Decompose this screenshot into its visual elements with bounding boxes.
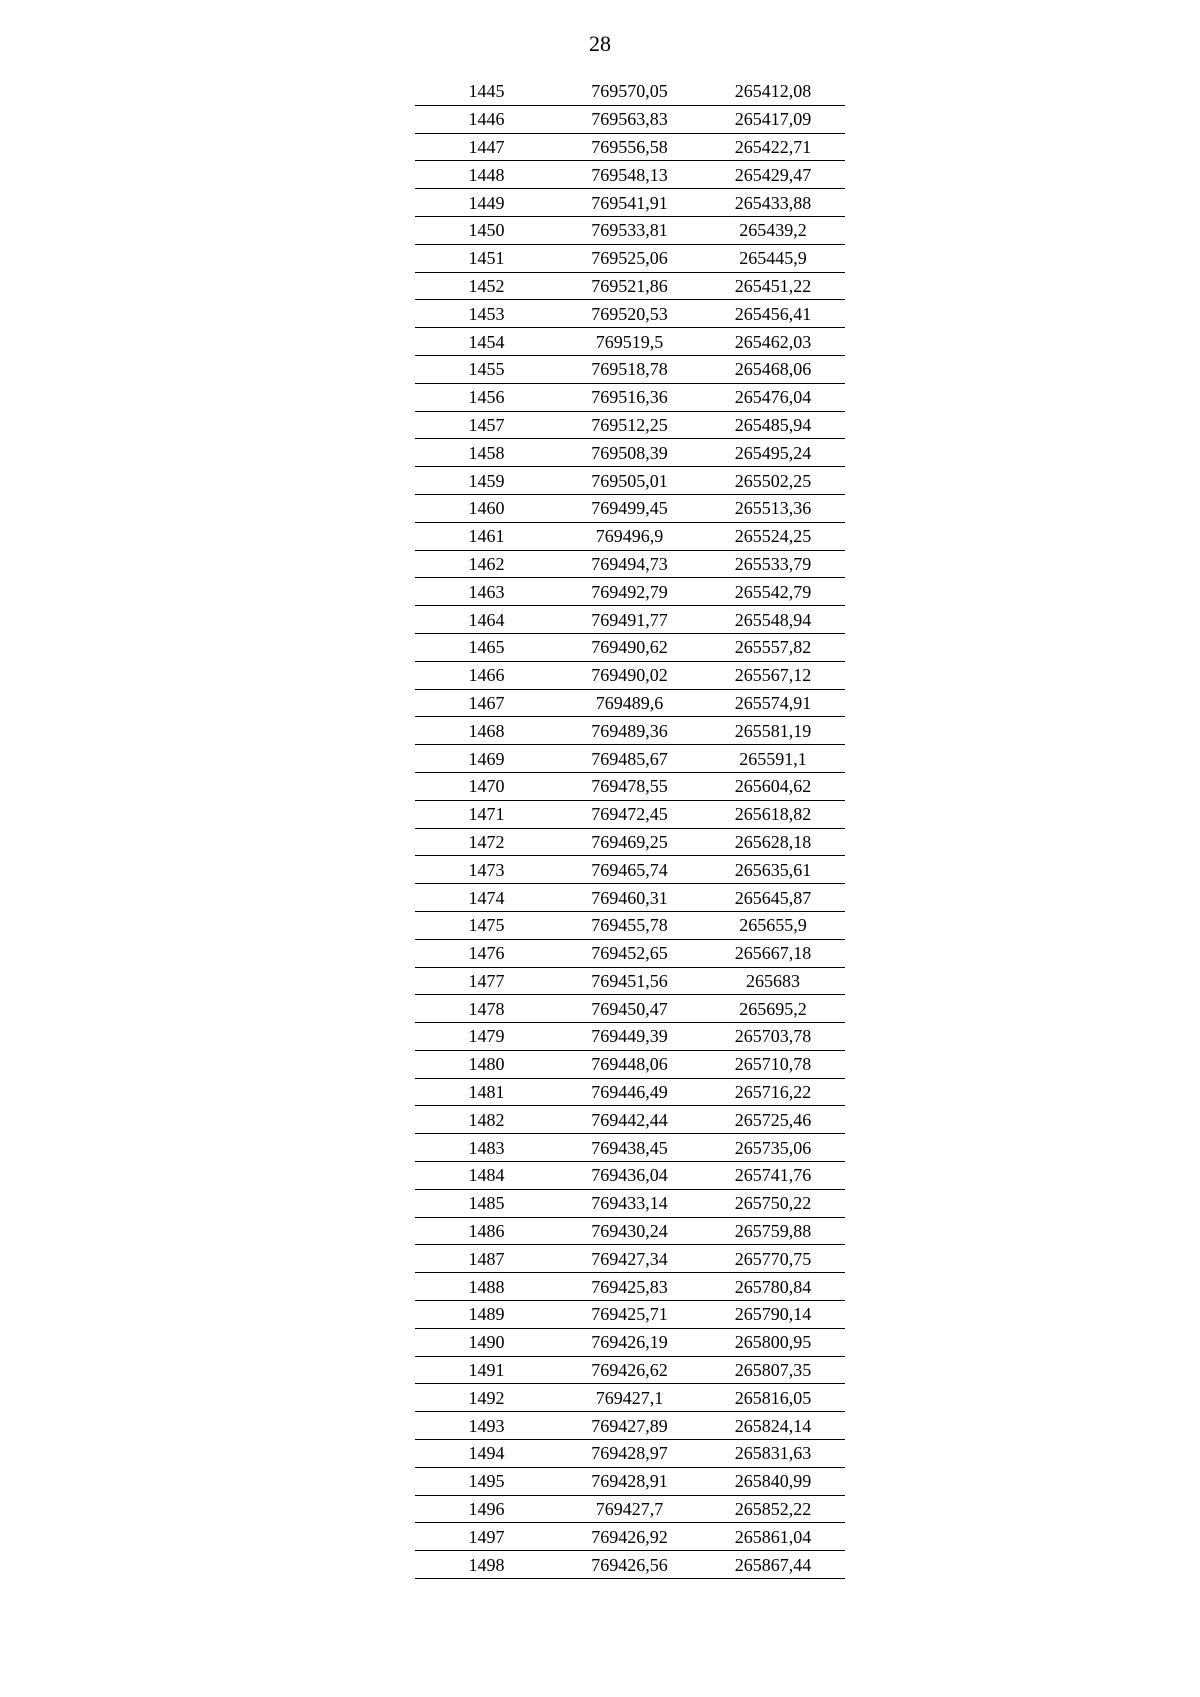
table-row bbox=[415, 745, 845, 773]
y-coordinate-cell: 265831,63 bbox=[701, 1440, 845, 1468]
x-coordinate-cell: 769478,55 bbox=[558, 772, 701, 800]
table-row bbox=[415, 772, 845, 800]
x-coordinate-cell: 769446,49 bbox=[558, 1078, 701, 1106]
y-coordinate-cell: 265502,25 bbox=[701, 467, 845, 495]
x-coordinate-cell: 769508,39 bbox=[558, 439, 701, 467]
point-number-cell: 1452 bbox=[415, 272, 558, 300]
x-coordinate-cell: 769489,36 bbox=[558, 717, 701, 745]
y-coordinate-cell: 265645,87 bbox=[701, 884, 845, 912]
table-row bbox=[415, 78, 845, 105]
x-coordinate-cell: 769490,62 bbox=[558, 633, 701, 661]
table-row bbox=[415, 1189, 845, 1217]
x-coordinate-cell: 769451,56 bbox=[558, 967, 701, 995]
table-row bbox=[415, 244, 845, 272]
table-row bbox=[415, 522, 845, 550]
y-coordinate-cell: 265567,12 bbox=[701, 661, 845, 689]
x-coordinate-cell: 769492,79 bbox=[558, 578, 701, 606]
x-coordinate-cell: 769428,91 bbox=[558, 1467, 701, 1495]
y-coordinate-cell: 265542,79 bbox=[701, 578, 845, 606]
x-coordinate-cell: 769426,92 bbox=[558, 1523, 701, 1551]
x-coordinate-cell: 769563,83 bbox=[558, 105, 701, 133]
table-row bbox=[415, 661, 845, 689]
point-number-cell: 1467 bbox=[415, 689, 558, 717]
x-coordinate-cell: 769425,83 bbox=[558, 1273, 701, 1301]
y-coordinate-cell: 265683 bbox=[701, 967, 845, 995]
x-coordinate-cell: 769426,62 bbox=[558, 1356, 701, 1384]
point-number-cell: 1459 bbox=[415, 467, 558, 495]
point-number-cell: 1478 bbox=[415, 995, 558, 1023]
table-row bbox=[415, 578, 845, 606]
table-row bbox=[415, 1301, 845, 1329]
x-coordinate-cell: 769427,34 bbox=[558, 1245, 701, 1273]
table-row bbox=[415, 1217, 845, 1245]
table-row bbox=[415, 828, 845, 856]
y-coordinate-cell: 265703,78 bbox=[701, 1023, 845, 1051]
point-number-cell: 1496 bbox=[415, 1495, 558, 1523]
table-row bbox=[415, 1245, 845, 1273]
point-number-cell: 1457 bbox=[415, 411, 558, 439]
x-coordinate-cell: 769450,47 bbox=[558, 995, 701, 1023]
table-row bbox=[415, 800, 845, 828]
y-coordinate-cell: 265513,36 bbox=[701, 494, 845, 522]
y-coordinate-cell: 265695,2 bbox=[701, 995, 845, 1023]
table-row bbox=[415, 689, 845, 717]
table-row bbox=[415, 1440, 845, 1468]
point-number-cell: 1460 bbox=[415, 494, 558, 522]
point-number-cell: 1480 bbox=[415, 1050, 558, 1078]
point-number-cell: 1466 bbox=[415, 661, 558, 689]
point-number-cell: 1470 bbox=[415, 772, 558, 800]
y-coordinate-cell: 265468,06 bbox=[701, 355, 845, 383]
x-coordinate-cell: 769516,36 bbox=[558, 383, 701, 411]
y-coordinate-cell: 265741,76 bbox=[701, 1162, 845, 1190]
point-number-cell: 1492 bbox=[415, 1384, 558, 1412]
point-number-cell: 1476 bbox=[415, 939, 558, 967]
point-number-cell: 1461 bbox=[415, 522, 558, 550]
y-coordinate-cell: 265422,71 bbox=[701, 133, 845, 161]
table-row bbox=[415, 300, 845, 328]
x-coordinate-cell: 769426,56 bbox=[558, 1551, 701, 1579]
point-number-cell: 1477 bbox=[415, 967, 558, 995]
table-row bbox=[415, 633, 845, 661]
x-coordinate-cell: 769570,05 bbox=[558, 78, 701, 105]
table-row bbox=[415, 1134, 845, 1162]
y-coordinate-cell: 265725,46 bbox=[701, 1106, 845, 1134]
table-row bbox=[415, 1412, 845, 1440]
y-coordinate-cell: 265591,1 bbox=[701, 745, 845, 773]
point-number-cell: 1456 bbox=[415, 383, 558, 411]
x-coordinate-cell: 769449,39 bbox=[558, 1023, 701, 1051]
point-number-cell: 1489 bbox=[415, 1301, 558, 1329]
y-coordinate-cell: 265417,09 bbox=[701, 105, 845, 133]
point-number-cell: 1468 bbox=[415, 717, 558, 745]
y-coordinate-cell: 265581,19 bbox=[701, 717, 845, 745]
y-coordinate-cell: 265495,24 bbox=[701, 439, 845, 467]
point-number-cell: 1475 bbox=[415, 911, 558, 939]
y-coordinate-cell: 265439,2 bbox=[701, 216, 845, 244]
table-row bbox=[415, 189, 845, 217]
y-coordinate-cell: 265429,47 bbox=[701, 161, 845, 189]
x-coordinate-cell: 769518,78 bbox=[558, 355, 701, 383]
x-coordinate-cell: 769490,02 bbox=[558, 661, 701, 689]
y-coordinate-cell: 265759,88 bbox=[701, 1217, 845, 1245]
x-coordinate-cell: 769548,13 bbox=[558, 161, 701, 189]
table-row bbox=[415, 717, 845, 745]
x-coordinate-cell: 769519,5 bbox=[558, 328, 701, 356]
table-row bbox=[415, 1551, 845, 1579]
y-coordinate-cell: 265750,22 bbox=[701, 1189, 845, 1217]
x-coordinate-cell: 769525,06 bbox=[558, 244, 701, 272]
point-number-cell: 1490 bbox=[415, 1328, 558, 1356]
table-row bbox=[415, 884, 845, 912]
x-coordinate-cell: 769505,01 bbox=[558, 467, 701, 495]
point-number-cell: 1485 bbox=[415, 1189, 558, 1217]
x-coordinate-cell: 769533,81 bbox=[558, 216, 701, 244]
point-number-cell: 1472 bbox=[415, 828, 558, 856]
x-coordinate-cell: 769427,7 bbox=[558, 1495, 701, 1523]
table-row bbox=[415, 411, 845, 439]
point-number-cell: 1445 bbox=[415, 78, 558, 105]
y-coordinate-cell: 265445,9 bbox=[701, 244, 845, 272]
y-coordinate-cell: 265816,05 bbox=[701, 1384, 845, 1412]
y-coordinate-cell: 265485,94 bbox=[701, 411, 845, 439]
x-coordinate-cell: 769512,25 bbox=[558, 411, 701, 439]
x-coordinate-cell: 769425,71 bbox=[558, 1301, 701, 1329]
x-coordinate-cell: 769521,86 bbox=[558, 272, 701, 300]
table-row bbox=[415, 355, 845, 383]
point-number-cell: 1487 bbox=[415, 1245, 558, 1273]
x-coordinate-cell: 769448,06 bbox=[558, 1050, 701, 1078]
x-coordinate-cell: 769427,1 bbox=[558, 1384, 701, 1412]
point-number-cell: 1458 bbox=[415, 439, 558, 467]
table-row bbox=[415, 1495, 845, 1523]
y-coordinate-cell: 265735,06 bbox=[701, 1134, 845, 1162]
y-coordinate-cell: 265557,82 bbox=[701, 633, 845, 661]
x-coordinate-cell: 769469,25 bbox=[558, 828, 701, 856]
y-coordinate-cell: 265574,91 bbox=[701, 689, 845, 717]
coordinates-table bbox=[415, 78, 845, 1579]
page-number: 28 bbox=[589, 31, 611, 56]
x-coordinate-cell: 769433,14 bbox=[558, 1189, 701, 1217]
table-row bbox=[415, 1050, 845, 1078]
table-row bbox=[415, 1328, 845, 1356]
coordinates-table-body bbox=[415, 78, 845, 1579]
y-coordinate-cell: 265800,95 bbox=[701, 1328, 845, 1356]
y-coordinate-cell: 265628,18 bbox=[701, 828, 845, 856]
x-coordinate-cell: 769489,6 bbox=[558, 689, 701, 717]
y-coordinate-cell: 265524,25 bbox=[701, 522, 845, 550]
table-row bbox=[415, 161, 845, 189]
point-number-cell: 1482 bbox=[415, 1106, 558, 1134]
x-coordinate-cell: 769442,44 bbox=[558, 1106, 701, 1134]
point-number-cell: 1498 bbox=[415, 1551, 558, 1579]
point-number-cell: 1481 bbox=[415, 1078, 558, 1106]
x-coordinate-cell: 769541,91 bbox=[558, 189, 701, 217]
x-coordinate-cell: 769496,9 bbox=[558, 522, 701, 550]
x-coordinate-cell: 769436,04 bbox=[558, 1162, 701, 1190]
x-coordinate-cell: 769427,89 bbox=[558, 1412, 701, 1440]
point-number-cell: 1493 bbox=[415, 1412, 558, 1440]
y-coordinate-cell: 265604,62 bbox=[701, 772, 845, 800]
x-coordinate-cell: 769452,65 bbox=[558, 939, 701, 967]
table-row bbox=[415, 328, 845, 356]
x-coordinate-cell: 769438,45 bbox=[558, 1134, 701, 1162]
x-coordinate-cell: 769556,58 bbox=[558, 133, 701, 161]
table-row bbox=[415, 1162, 845, 1190]
point-number-cell: 1479 bbox=[415, 1023, 558, 1051]
y-coordinate-cell: 265451,22 bbox=[701, 272, 845, 300]
y-coordinate-cell: 265655,9 bbox=[701, 911, 845, 939]
table-row bbox=[415, 1356, 845, 1384]
x-coordinate-cell: 769485,67 bbox=[558, 745, 701, 773]
point-number-cell: 1488 bbox=[415, 1273, 558, 1301]
table-row bbox=[415, 216, 845, 244]
table-row bbox=[415, 383, 845, 411]
table-row bbox=[415, 133, 845, 161]
point-number-cell: 1449 bbox=[415, 189, 558, 217]
y-coordinate-cell: 265770,75 bbox=[701, 1245, 845, 1273]
table-row bbox=[415, 856, 845, 884]
y-coordinate-cell: 265824,14 bbox=[701, 1412, 845, 1440]
x-coordinate-cell: 769491,77 bbox=[558, 606, 701, 634]
point-number-cell: 1471 bbox=[415, 800, 558, 828]
y-coordinate-cell: 265533,79 bbox=[701, 550, 845, 578]
x-coordinate-cell: 769460,31 bbox=[558, 884, 701, 912]
y-coordinate-cell: 265710,78 bbox=[701, 1050, 845, 1078]
y-coordinate-cell: 265852,22 bbox=[701, 1495, 845, 1523]
point-number-cell: 1483 bbox=[415, 1134, 558, 1162]
table-row bbox=[415, 439, 845, 467]
point-number-cell: 1451 bbox=[415, 244, 558, 272]
point-number-cell: 1491 bbox=[415, 1356, 558, 1384]
x-coordinate-cell: 769455,78 bbox=[558, 911, 701, 939]
table-row bbox=[415, 1078, 845, 1106]
y-coordinate-cell: 265716,22 bbox=[701, 1078, 845, 1106]
x-coordinate-cell: 769494,73 bbox=[558, 550, 701, 578]
y-coordinate-cell: 265867,44 bbox=[701, 1551, 845, 1579]
table-row bbox=[415, 995, 845, 1023]
table-row bbox=[415, 939, 845, 967]
table-row bbox=[415, 1384, 845, 1412]
point-number-cell: 1494 bbox=[415, 1440, 558, 1468]
point-number-cell: 1486 bbox=[415, 1217, 558, 1245]
y-coordinate-cell: 265412,08 bbox=[701, 78, 845, 105]
y-coordinate-cell: 265635,61 bbox=[701, 856, 845, 884]
point-number-cell: 1465 bbox=[415, 633, 558, 661]
y-coordinate-cell: 265667,18 bbox=[701, 939, 845, 967]
table-row bbox=[415, 911, 845, 939]
y-coordinate-cell: 265462,03 bbox=[701, 328, 845, 356]
table-row bbox=[415, 967, 845, 995]
x-coordinate-cell: 769428,97 bbox=[558, 1440, 701, 1468]
point-number-cell: 1453 bbox=[415, 300, 558, 328]
point-number-cell: 1469 bbox=[415, 745, 558, 773]
point-number-cell: 1473 bbox=[415, 856, 558, 884]
table-row bbox=[415, 105, 845, 133]
point-number-cell: 1455 bbox=[415, 355, 558, 383]
y-coordinate-cell: 265548,94 bbox=[701, 606, 845, 634]
table-row bbox=[415, 272, 845, 300]
point-number-cell: 1484 bbox=[415, 1162, 558, 1190]
y-coordinate-cell: 265433,88 bbox=[701, 189, 845, 217]
point-number-cell: 1474 bbox=[415, 884, 558, 912]
point-number-cell: 1448 bbox=[415, 161, 558, 189]
table-row bbox=[415, 550, 845, 578]
table-row bbox=[415, 467, 845, 495]
y-coordinate-cell: 265861,04 bbox=[701, 1523, 845, 1551]
y-coordinate-cell: 265807,35 bbox=[701, 1356, 845, 1384]
x-coordinate-cell: 769499,45 bbox=[558, 494, 701, 522]
point-number-cell: 1497 bbox=[415, 1523, 558, 1551]
x-coordinate-cell: 769430,24 bbox=[558, 1217, 701, 1245]
x-coordinate-cell: 769520,53 bbox=[558, 300, 701, 328]
point-number-cell: 1495 bbox=[415, 1467, 558, 1495]
point-number-cell: 1454 bbox=[415, 328, 558, 356]
point-number-cell: 1450 bbox=[415, 216, 558, 244]
point-number-cell: 1464 bbox=[415, 606, 558, 634]
y-coordinate-cell: 265840,99 bbox=[701, 1467, 845, 1495]
y-coordinate-cell: 265476,04 bbox=[701, 383, 845, 411]
table-row bbox=[415, 1523, 845, 1551]
y-coordinate-cell: 265790,14 bbox=[701, 1301, 845, 1329]
x-coordinate-cell: 769472,45 bbox=[558, 800, 701, 828]
x-coordinate-cell: 769426,19 bbox=[558, 1328, 701, 1356]
table-row bbox=[415, 494, 845, 522]
x-coordinate-cell: 769465,74 bbox=[558, 856, 701, 884]
point-number-cell: 1463 bbox=[415, 578, 558, 606]
y-coordinate-cell: 265456,41 bbox=[701, 300, 845, 328]
table-row bbox=[415, 1106, 845, 1134]
table-row bbox=[415, 1273, 845, 1301]
table-row bbox=[415, 606, 845, 634]
point-number-cell: 1446 bbox=[415, 105, 558, 133]
table-row bbox=[415, 1023, 845, 1051]
y-coordinate-cell: 265780,84 bbox=[701, 1273, 845, 1301]
y-coordinate-cell: 265618,82 bbox=[701, 800, 845, 828]
table-row bbox=[415, 1467, 845, 1495]
point-number-cell: 1447 bbox=[415, 133, 558, 161]
point-number-cell: 1462 bbox=[415, 550, 558, 578]
